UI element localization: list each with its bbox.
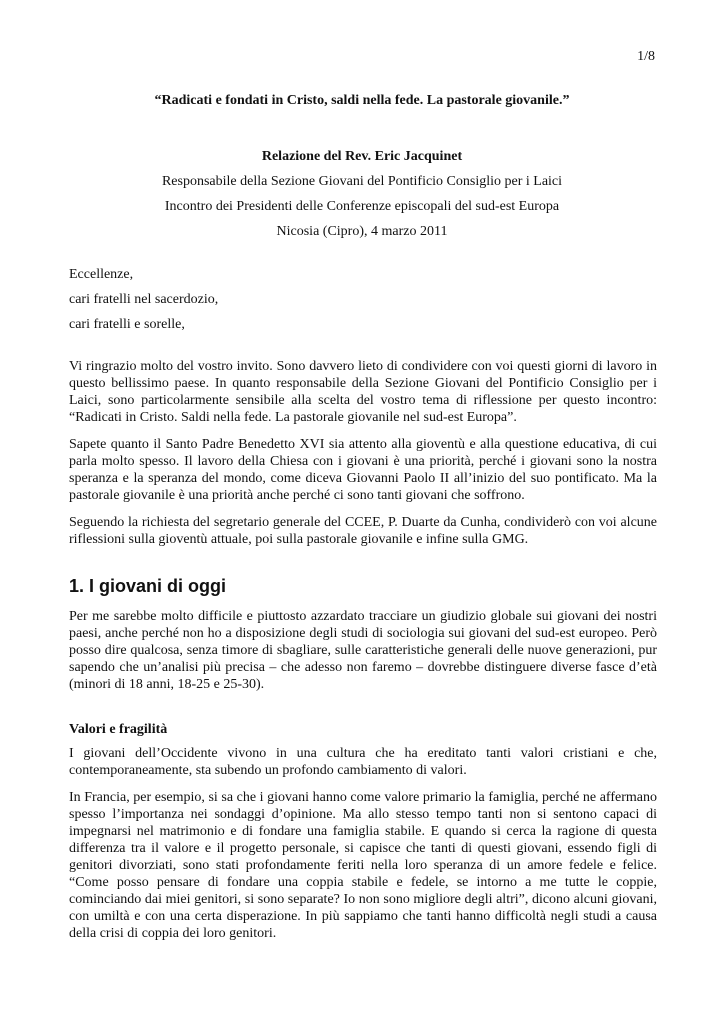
section2-body [69,745,657,952]
salutation [69,262,218,337]
paragraph: Vi ringrazio molto del vostro invito. Sono davvero lieto di condividere con voi questi giorni di lavoro in questo bellissimo paese. In quanto responsabile della Sezione Giovani del Pontificio Consiglio per i Laici, sono particolarmente sensibile alla scelta del vostro tema di riflessione per questo incontro: “Radicati in Cristo. Saldi nella fede. La pastorale giovanile nel sud-est Europa”. [69,359,657,425]
section-heading: 1. I giovani di oggi [69,576,227,596]
section1-body [69,608,657,703]
paragraph: Seguendo la richiesta del segretario generale del CCEE, P. Duarte da Cunha, condividerò con voi alcune riflessioni sulla gioventù attuale, poi sulla pastorale giovanile e infine sulla GMG. [69,515,657,547]
event-line: Incontro dei Presidenti delle Conferenze episcopali del sud-est Europa [164,199,560,214]
paragraph: Per me sarebbe molto difficile e piuttosto azzardato tracciare un giudizio globale sui giovani dei nostri paesi, anche perché non ho a disposizione degli studi di sociologia sui giovani del sud-est europeo. Però posso dire qualcosa, senza timore di sbagliare, sulle caratteristiche generali delle nuove generazioni, pur sapendo che un’analisi più precisa – che adesso non faremo – dovrebbe distinguere diverse fasce d’età (minori di 18 anni, 18-25 e 25-30). [69,609,657,692]
paragraph: I giovani dell’Occidente vivono in una cultura che ha ereditato tanti valori cristiani e che, contemporaneamente, sta subendo un profondo cambiamento di valori. [69,746,657,778]
intro-section [69,358,657,558]
salutation-line: cari fratelli e sorelle, [69,317,185,332]
salutation-line: cari fratelli nel sacerdozio, [69,292,219,307]
document-header [0,144,724,244]
paragraph: Sapete quanto il Santo Padre Benedetto XVI sia attento alla gioventù e alla questione educativa, di cui parla molto spesso. Il lavoro della Chiesa con i giovani è una priorità, perché i giovani sono la nostra speranza e la speranza del mondo, come diceva Giovanni Paolo II all’inizio del suo pontificato. Ma la pastorale giovanile è una priorità anche perché ci sono tanti giovani che soffrono. [69,437,657,503]
place-date-line: Nicosia (Cipro), 4 marzo 2011 [276,224,448,239]
subsection-heading: Valori e fragilità [69,722,168,737]
role-line: Responsabile della Sezione Giovani del Pontificio Consiglio per i Laici [161,174,563,189]
document-title: “Radicati e fondati in Cristo, saldi nella fede. La pastorale giovanile.” [154,93,570,108]
author-line: Relazione del Rev. Eric Jacquinet [261,149,463,164]
page-number: 1/8 [637,49,655,64]
salutation-line: Eccellenze, [69,267,134,282]
paragraph: In Francia, per esempio, si sa che i giovani hanno come valore primario la famiglia, perché ne affermano spesso l’importanza nei sondaggi d’opinione. Ma allo stesso tempo tanti non si sentono capaci di impegnarsi nel matrimonio e di fondare una famiglia stabile. E quando si cerca la ragione di questa differenza tra il valore e il progetto personale, si capisce che tanti di questi giovani, essendo figli di genitori divorziati, sono stati profondamente feriti nella loro speranza di un amore fedele e felice. “Come posso pensare di fondare una coppia stabile e fedele, se intorno a me tutte le coppie, cominciando dai miei genitori, si sono separate? Io non sono migliore degli altri”, dicono alcuni giovani, con umiltà e con una certa disperazione. In più sappiamo che tanti hanno difficoltà negli studi a causa della crisi di coppia dei loro genitori. [69,790,657,941]
